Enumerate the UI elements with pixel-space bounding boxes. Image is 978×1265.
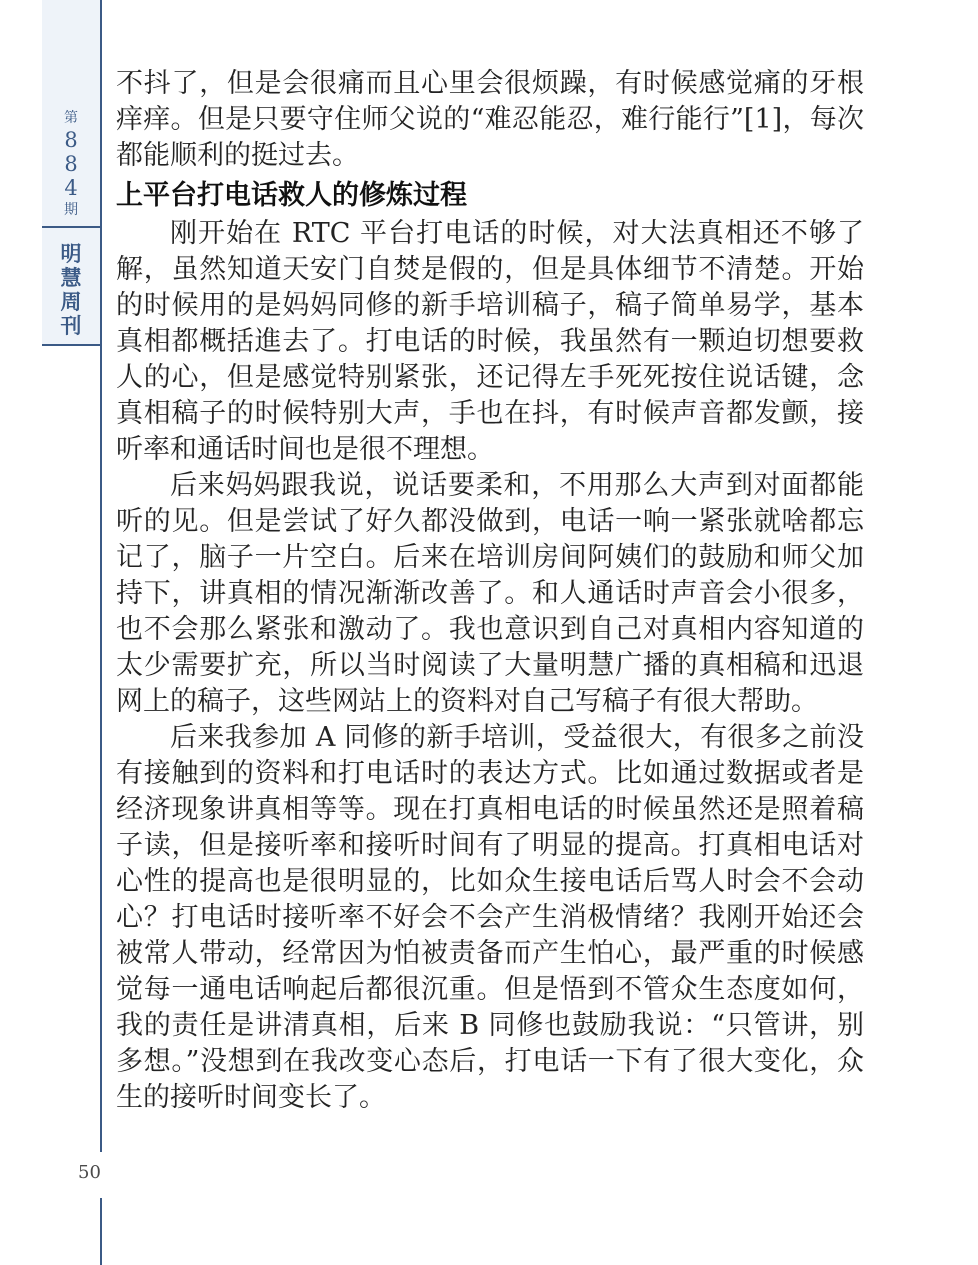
magazine-char: 慧 [60, 266, 82, 290]
sidebar-divider [42, 226, 100, 228]
article-body [116, 66, 864, 1116]
magazine-char: 刊 [60, 314, 82, 338]
issue-digit: 8 [64, 152, 78, 176]
magazine-char: 明 [60, 242, 82, 266]
issue-suffix: 期 [64, 202, 78, 218]
paragraph: 后来妈妈跟我说，说话要柔和，不用那么大声到对面都能听的见。但是尝试了好久都没做到，电话一响一紧张就啥都忘记了，脑子一片空白。后来在培训房间阿姨们的鼓励和师父加持下，讲真相的情况渐渐改善了。和人通话时声音会小很多，也不会那么紧张和激动了。我也意识到自己对真相内容知道的太少需要扩充，所以当时阅读了大量明慧广播的真相稿和迅退网上的稿子，这些网站上的资料对自己写稿子有很大帮助。 [116, 470, 864, 717]
margin-rule [100, 0, 102, 1265]
sidebar-bottom-rule [42, 344, 100, 346]
page-number: 50 [78, 1162, 101, 1183]
magazine-name [42, 242, 100, 338]
issue-prefix: 第 [64, 110, 78, 126]
issue-number [42, 108, 100, 220]
issue-digit: 4 [64, 176, 78, 200]
magazine-char: 周 [60, 290, 82, 314]
paragraph-continued: 不抖了，但是会很痛而且心里会很烦躁，有时候感觉痛的牙根痒痒。但是只要守住师父说的“难忍能忍，难行能行”[1]，每次都能顺利的挺过去。 [116, 68, 864, 171]
issue-digit: 8 [64, 128, 78, 152]
paragraph: 后来我参加 A 同修的新手培训，受益很大，有很多之前没有接触到的资料和打电话时的表达方式。比如通过数据或者是经济现象讲真相等等。现在打真相电话的时候虽然还是照着稿子读，但是接听率和接听时间有了明显的提高。打真相电话对心性的提高也是很明显的，比如众生接电话后骂人时会不会动心？打电话时接听率不好会不会产生消极情绪？我刚开始还会被常人带动，经常因为怕被责备而产生怕心，最严重的时候感觉每一通电话响起后都很沉重。但是悟到不管众生态度如何，我的责任是讲清真相，后来 B 同修也鼓励我说：“只管讲，别多想。”没想到在我改变心态后，打电话一下有了很大变化，众生的接听时间变长了。 [116, 722, 864, 1113]
section-heading: 上平台打电话救人的修炼过程 [116, 180, 467, 211]
paragraph: 刚开始在 RTC 平台打电话的时候，对大法真相还不够了解，虽然知道天安门自焚是假的，但是具体细节不清楚。开始的时候用的是妈妈同修的新手培训稿子，稿子简单易学，基本真相都概括進去了。打电话的时候，我虽然有一颗迫切想要救人的心，但是感觉特别紧张，还记得左手死死按住说话键，念真相稿子的时候特别大声，手也在抖，有时候声音都发颤，接听率和通话时间也是很不理想。 [116, 218, 864, 465]
